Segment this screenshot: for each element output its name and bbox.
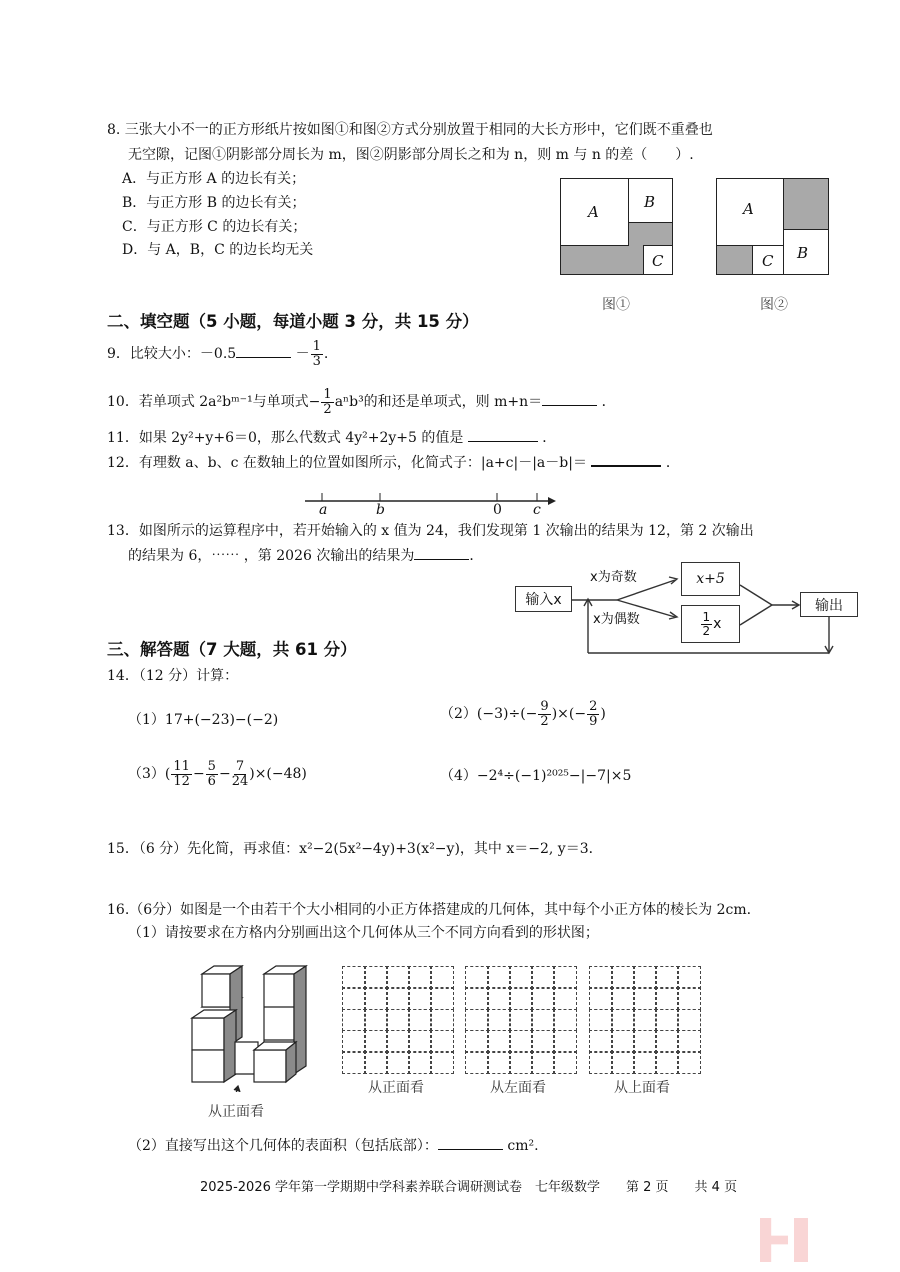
q14-part4: （4）−2⁴÷(−1)²⁰²⁵−|−7|×5 [440,768,632,784]
label-c: C [762,252,774,270]
q15: 15．（6 分）先化简，再求值：x²−2(5x²−4y)+3(x²−y)，其中 x＝−2, y＝3． [107,841,603,857]
q8-option-c: C．与正方形 C 的边长有关； [122,219,307,235]
grid-label-left: 从左面看 [490,1080,546,1096]
q10: 10．若单项式 2a²bᵐ⁻¹与单项式− $\frac{1}{2}$ aⁿb³的和还是单项式，则 m+n＝ ． [107,387,616,417]
axis-label-0: 0 [493,502,502,518]
q16-line2: （1）请按要求在方格内分别画出这个几何体从三个不同方向看到的形状图； [128,925,599,941]
label-a: A [588,203,599,221]
fig2-caption: 图② [760,297,788,313]
grid-left-view[interactable] [466,967,576,1073]
section-2-heading: 二、填空题（5 小题，每道小题 3 分，共 15 分） [107,312,479,331]
flow-odd-label: x为奇数 [590,570,637,585]
axis-label-a: a [319,502,328,518]
cube-view-label: 从正面看 [208,1104,264,1120]
grid-top-view[interactable] [590,967,700,1073]
grid-label-top: 从上面看 [614,1080,670,1096]
q8-line1: 8. 三张大小不一的正方形纸片按如图①和图②方式分别放置于相同的大长方形中，它们既不重叠也 [107,122,713,138]
grid-label-front: 从正面看 [368,1080,424,1096]
q11: 11．如果 2y²+y+6＝0，那么代数式 4y²+2y+5 的值是 ． [107,430,557,446]
fig1-caption: 图① [602,297,630,313]
q14-title: 14．（12 分）计算： [107,668,239,684]
section-3-heading: 三、解答题（7 大题，共 61 分） [107,640,357,659]
cube-structure-figure [190,962,310,1092]
q13-line2: 的结果为 6，⋯⋯ ，第 2026 次输出的结果为 ． [128,548,484,564]
label-b: B [797,244,809,262]
axis-label-c: c [533,502,541,518]
q8-option-a: A．与正方形 A 的边长有关； [122,171,306,187]
q13-line1: 13．如图所示的运算程序中，若开始输入的 x 值为 24，我们发现第 1 次输出的结果为 12，第 2 次输出 [107,523,754,539]
q9: 9．比较大小：－0.5 － $\frac{1}{3}$ . [107,339,329,369]
q8-line2: 无空隙，记图①阴影部分周长为 m，图②阴影部分周长之和为 n，则 m 与 n 的差（ ）. [128,147,694,163]
grid-front-view[interactable] [343,967,453,1073]
q8-option-d: D．与 A，B，C 的边长均无关 [122,242,314,258]
q16-line1: 16.（6分）如图是一个由若干个大小相同的小正方体搭建成的几何体，其中每个小正方体的棱长为 2cm. [107,902,752,918]
flow-even-box: $\frac{1}{2}$ x [681,605,740,643]
flow-input-box: 输入x [515,586,572,612]
q14-part1: （1）17+(−23)−(−2) [128,712,279,728]
q12: 12．有理数 a、b、c 在数轴上的位置如图所示，化简式子：|a+c|－|a－b|＝ ． [107,455,680,471]
label-b: B [644,193,656,211]
flow-output-box: 输出 [800,592,858,617]
label-a: A [743,200,754,218]
q14-part2: （2）(−3)÷(− $\frac{9}{2}$ )×(− $\frac{2}{9}$ ) [440,699,606,729]
page-footer: 2025-2026 学年第一学期期中学科素养联合调研测试卷 七年级数学 第 2 页 共 4 页 [200,1180,738,1195]
q16-line3: （2）直接写出这个几何体的表面积（包括底部）： cm². [128,1138,539,1154]
label-c: C [652,252,664,270]
flow-even-label: x为偶数 [593,612,640,627]
flow-odd-box: x+5 [681,562,740,596]
q8-option-b: B．与正方形 B 的边长有关； [122,195,306,211]
q14-part3: （3）( $\frac{11}{12}$ − $\frac{5}{6}$ − $\frac{7}{24}$ )×(−48) [128,759,307,789]
axis-label-b: b [376,502,385,518]
number-line [300,485,560,525]
